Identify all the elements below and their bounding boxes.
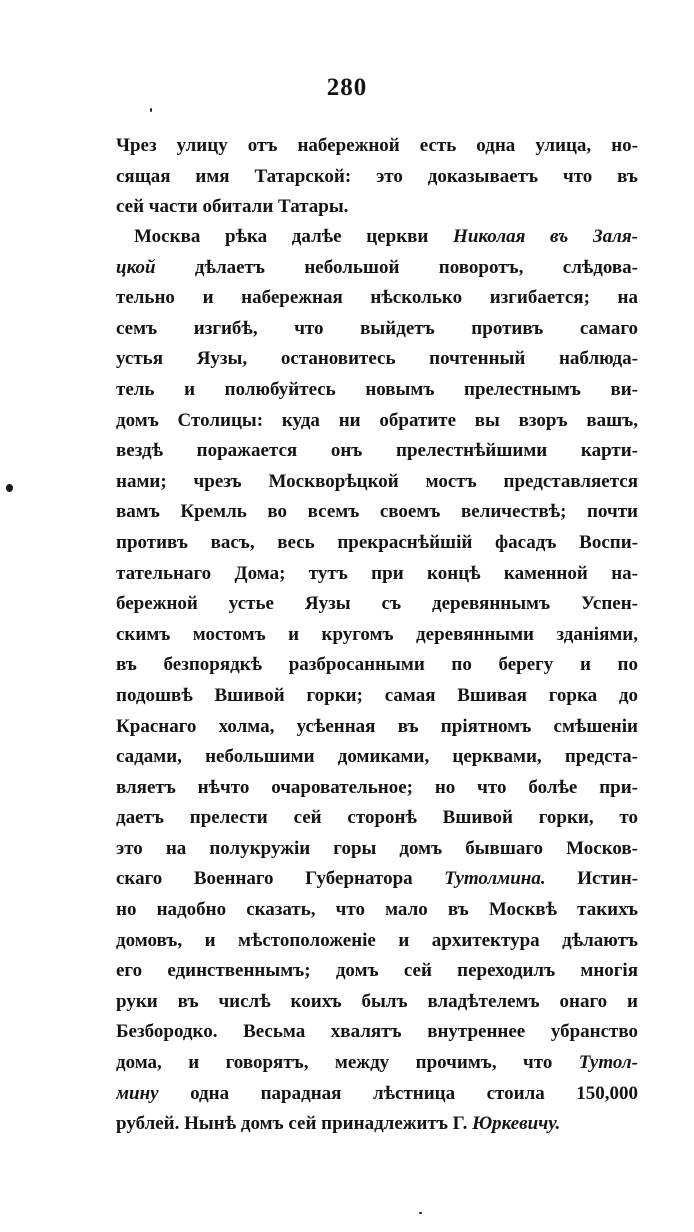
text-line: это на полукружіи горы домъ бывшаго Москов- <box>116 837 638 859</box>
text-line <box>116 1079 638 1110</box>
text-line: вамъ Кремль во всемъ своемъ величествѣ; почти <box>116 501 638 523</box>
text-line: тельно и набережная нѣсколько изгибается; на <box>116 287 638 309</box>
italic-name: Тутолмина. <box>444 868 546 890</box>
text-segment: Истин- <box>545 868 638 890</box>
text-segment: дѣлаетъ небольшой поворотъ, слѣдова- <box>155 256 638 278</box>
text-line: вездѣ поражается онъ прелестнѣйшими карти- <box>116 440 638 462</box>
text-line: сей части обитали Татары. <box>116 196 349 218</box>
text-line: садами, небольшими домиками, церквами, предста- <box>116 746 638 768</box>
ink-speck <box>6 484 13 492</box>
text-line <box>116 222 638 253</box>
text-line: тательнаго Дома; тутъ при концѣ каменной на- <box>116 562 638 584</box>
text-line: подошвѣ Вшивой горки; самая Вшивая горка до <box>116 684 638 706</box>
text-line <box>116 1109 638 1140</box>
text-line: скимъ мостомъ и кругомъ деревянными зданіями, <box>116 623 638 645</box>
text-line: сящая имя Татарской: это доказываетъ что въ <box>116 165 638 187</box>
text-line: Чрез улицу отъ набережной есть одна улица, но- <box>116 135 638 156</box>
text-segment: дома, и говорятъ, между прочимъ, что <box>116 1052 579 1074</box>
text-line: даетъ прелести сей сторонѣ Вшивой горки, то <box>116 807 638 829</box>
ink-speck <box>150 108 152 112</box>
text-segment: скаго Военнаго Губернатора <box>116 868 445 890</box>
italic-name: Юркевичу. <box>472 1113 561 1135</box>
ink-speck <box>419 1212 422 1214</box>
italic-name: Николая въ Заля- <box>453 226 638 247</box>
text-line: противъ васъ, весь прекраснѣйшій фасадъ Воспи- <box>116 531 638 553</box>
text-line: домъ Столицы: куда ни обратите вы взоръ вашъ, <box>116 409 638 431</box>
text-line: бережной устье Яузы съ деревяннымъ Успен- <box>116 593 638 615</box>
page-number: 280 <box>326 74 368 101</box>
text-line: нами; чрезъ Москворѣцкой мостъ представляется <box>116 470 638 492</box>
text-line: въ безпорядкѣ разбросанными по берегу и по <box>116 654 638 676</box>
text-line: тель и полюбуйтесь новымъ прелестнымъ ви- <box>116 378 638 400</box>
text-line: Краснаго холма, усѣенная въ пріятномъ смѣшеніи <box>116 715 638 737</box>
paragraph-2 <box>116 222 638 1140</box>
text-segment: одна парадная лѣстница стоила 150,000 <box>158 1082 638 1104</box>
text-line: руки въ числѣ коихъ былъ владѣтелемъ онаго и <box>116 990 638 1012</box>
text-line: вляетъ нѣчто очаровательное; но что болѣе при- <box>116 776 638 798</box>
text-segment: Москва рѣка далѣе церкви <box>134 226 454 247</box>
text-line: семъ изгибѣ, что выйдетъ противъ самаго <box>116 317 638 339</box>
text-line: его единственнымъ; домъ сей переходилъ многія <box>116 960 638 982</box>
italic-name: Тутол- <box>578 1052 638 1074</box>
text-line <box>116 253 638 284</box>
text-line <box>116 1048 638 1079</box>
text-line: Безбородко. Весьма хвалятъ внутреннее убранство <box>116 1021 638 1043</box>
italic-name: мину <box>116 1082 159 1104</box>
text-line: устья Яузы, остановитесь почтенный наблюда- <box>116 348 638 370</box>
text-line <box>116 864 638 895</box>
text-line: но надобно сказать, что мало въ Москвѣ такихъ <box>116 899 638 921</box>
paragraph-1 <box>116 131 638 223</box>
italic-name: цкой <box>116 256 156 278</box>
text-segment: рублей. Нынѣ домъ сей принадлежитъ Г. <box>116 1113 473 1135</box>
text-line: домовъ, и мѣстоположеніе и архитектура дѣлаютъ <box>116 929 638 951</box>
